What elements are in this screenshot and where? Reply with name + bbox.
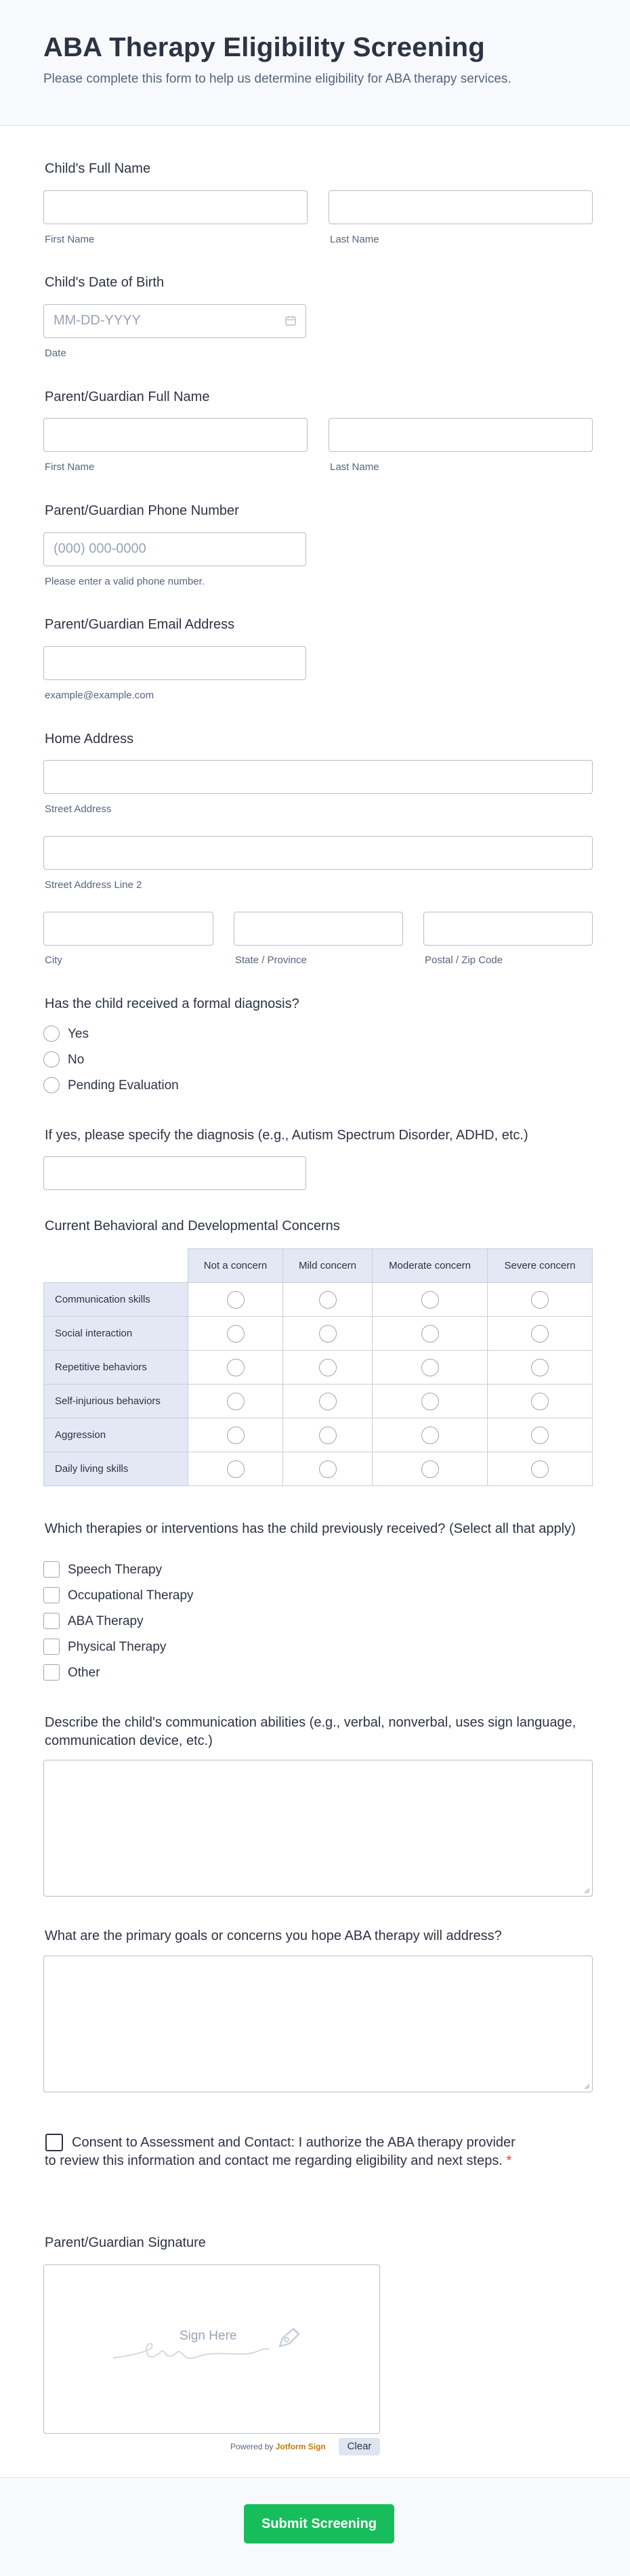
option-label: Yes (68, 1027, 89, 1041)
child-dob-label: Child's Date of Birth (45, 275, 165, 290)
checkbox[interactable] (43, 1587, 60, 1603)
email-sub: example@example.com (45, 690, 154, 701)
street-address-input[interactable] (43, 760, 593, 794)
matrix-radio[interactable] (227, 1291, 245, 1309)
matrix-radio[interactable] (227, 1427, 245, 1444)
calendar-icon[interactable] (285, 316, 296, 326)
matrix-radio[interactable] (227, 1325, 245, 1343)
checkbox[interactable] (43, 1561, 60, 1578)
matrix-row-label: Social interaction (44, 1317, 188, 1351)
matrix-radio[interactable] (531, 1291, 549, 1309)
city-sub: City (45, 954, 62, 966)
option-label: ABA Therapy (68, 1614, 144, 1628)
form-title: ABA Therapy Eligibility Screening (43, 33, 485, 62)
matrix-radio[interactable] (421, 1325, 439, 1343)
matrix-radio[interactable] (531, 1427, 549, 1444)
signature-pad[interactable] (43, 2264, 380, 2434)
parent-first-name-sub: First Name (45, 461, 95, 473)
email-label: Parent/Guardian Email Address (45, 617, 235, 632)
option-label: No (68, 1053, 85, 1067)
child-first-name-input[interactable] (43, 190, 308, 224)
checkbox[interactable] (43, 1639, 60, 1655)
phone-label: Parent/Guardian Phone Number (45, 503, 239, 518)
matrix-radio[interactable] (319, 1359, 337, 1376)
matrix-radio[interactable] (421, 1291, 439, 1309)
state-input[interactable] (234, 912, 403, 946)
consent-label: Consent to Assessment and Contact: I authorize the ABA therapy provider to review this information and contact me regarding eligibility and next steps. (45, 2135, 516, 2168)
radio-button[interactable] (43, 1051, 60, 1068)
email-input[interactable] (43, 646, 306, 680)
matrix-radio[interactable] (319, 1291, 337, 1309)
child-dob-placeholder: MM-DD-YYYY (54, 313, 141, 328)
matrix-radio[interactable] (531, 1460, 549, 1478)
communication-textarea[interactable] (43, 1760, 593, 1897)
pen-icon (276, 2326, 303, 2349)
matrix-radio[interactable] (421, 1359, 439, 1376)
child-dob-input[interactable] (43, 304, 306, 338)
street-address-2-input[interactable] (43, 836, 593, 870)
matrix-corner (44, 1249, 188, 1283)
option-label: Other (68, 1666, 100, 1680)
matrix-row-label: Aggression (44, 1418, 188, 1452)
parent-name-label: Parent/Guardian Full Name (45, 389, 210, 404)
parent-last-name-input[interactable] (329, 418, 593, 452)
form-subtitle: Please complete this form to help us determine eligibility for ABA therapy services. (43, 72, 511, 86)
powered-by (230, 2442, 326, 2451)
matrix-col-header: Not a concern (188, 1249, 283, 1283)
resize-grip-icon[interactable] (583, 2083, 590, 2090)
matrix-radio[interactable] (227, 1460, 245, 1478)
matrix-radio[interactable] (319, 1427, 337, 1444)
matrix-radio[interactable] (531, 1359, 549, 1376)
option-label: Speech Therapy (68, 1563, 163, 1577)
child-first-name-sub: First Name (45, 234, 95, 245)
matrix-row-label: Daily living skills (44, 1452, 188, 1486)
matrix-radio[interactable] (227, 1359, 245, 1376)
radio-button[interactable] (43, 1026, 60, 1042)
child-last-name-sub: Last Name (330, 234, 379, 245)
clear-signature-button[interactable]: Clear (339, 2438, 380, 2455)
option-label: Occupational Therapy (68, 1588, 194, 1603)
phone-input[interactable] (43, 532, 306, 566)
form-footer (0, 2477, 630, 2576)
signature-label: Parent/Guardian Signature (45, 2235, 206, 2250)
concerns-label: Current Behavioral and Developmental Concerns (45, 1219, 340, 1233)
matrix-radio[interactable] (421, 1460, 439, 1478)
matrix-radio[interactable] (227, 1393, 245, 1410)
matrix-row-label: Self-injurious behaviors (44, 1385, 188, 1418)
concerns-matrix (43, 1248, 593, 1486)
submit-button[interactable]: Submit Screening (244, 2504, 394, 2543)
matrix-radio[interactable] (319, 1460, 337, 1478)
therapies-label: Which therapies or interventions has the child previously received? (Select all that apply) (45, 1521, 576, 1536)
child-name-label: Child's Full Name (45, 161, 151, 176)
street-address-2-sub: Street Address Line 2 (45, 879, 142, 891)
goals-label: What are the primary goals or concerns you hope ABA therapy will address? (45, 1928, 502, 1943)
required-mark: * (506, 2153, 512, 2168)
matrix-row-daily-living (44, 1452, 593, 1486)
option-label: Pending Evaluation (68, 1078, 179, 1093)
powered-prefix: Powered by (230, 2442, 274, 2451)
checkbox[interactable] (43, 1664, 60, 1681)
form-header (0, 0, 630, 126)
phone-sub: Please enter a valid phone number. (45, 576, 205, 587)
matrix-radio[interactable] (531, 1325, 549, 1343)
matrix-row-communication (44, 1283, 593, 1317)
street-address-sub: Street Address (45, 803, 112, 815)
matrix-col-header: Severe concern (488, 1249, 593, 1283)
matrix-radio[interactable] (319, 1393, 337, 1410)
matrix-col-header: Moderate concern (373, 1249, 488, 1283)
matrix-row-social (44, 1317, 593, 1351)
diagnosis-specify-label: If yes, please specify the diagnosis (e.g., Autism Spectrum Disorder, ADHD, etc.) (45, 1128, 528, 1143)
zip-input[interactable] (423, 912, 593, 946)
resize-grip-icon[interactable] (583, 1887, 590, 1894)
consent-checkbox[interactable] (45, 2134, 63, 2151)
checkbox[interactable] (43, 1613, 60, 1629)
goals-textarea[interactable] (43, 1956, 593, 2092)
address-label: Home Address (45, 732, 134, 746)
city-input[interactable] (43, 912, 213, 946)
radio-button[interactable] (43, 1077, 60, 1093)
state-sub: State / Province (235, 954, 307, 966)
zip-sub: Postal / Zip Code (425, 954, 503, 966)
option-label: Physical Therapy (68, 1640, 167, 1654)
parent-last-name-sub: Last Name (330, 461, 379, 473)
sign-here-placeholder: Sign Here (180, 2329, 237, 2343)
diagnosis-label: Has the child received a formal diagnosis? (45, 996, 299, 1011)
matrix-row-self-injurious (44, 1385, 593, 1418)
diagnosis-specify-input[interactable] (43, 1156, 306, 1190)
matrix-row-label: Repetitive behaviors (44, 1351, 188, 1385)
child-dob-sub: Date (45, 347, 66, 359)
consent-text (45, 2134, 526, 2170)
matrix-row-repetitive (44, 1351, 593, 1385)
powered-brand[interactable]: Jotform Sign (275, 2442, 326, 2451)
matrix-radio[interactable] (319, 1325, 337, 1343)
matrix-col-header: Mild concern (283, 1249, 373, 1283)
matrix-row-label: Communication skills (44, 1283, 188, 1317)
phone-placeholder: (000) 000-0000 (54, 541, 146, 556)
parent-first-name-input[interactable] (43, 418, 308, 452)
matrix-radio[interactable] (531, 1393, 549, 1410)
child-last-name-input[interactable] (329, 190, 593, 224)
matrix-radio[interactable] (421, 1427, 439, 1444)
communication-label: Describe the child's communication abilities (e.g., verbal, nonverbal, uses sign language, communication device, etc.) (45, 1715, 576, 1748)
matrix-radio[interactable] (421, 1393, 439, 1410)
matrix-row-aggression (44, 1418, 593, 1452)
